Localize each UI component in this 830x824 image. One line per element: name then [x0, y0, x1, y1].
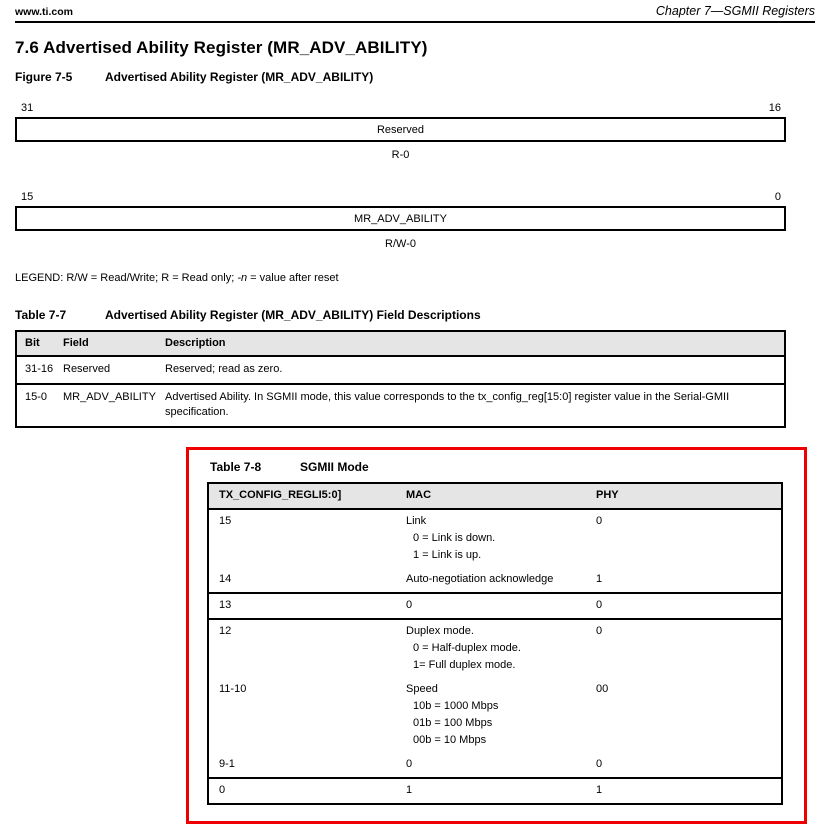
- figure-caption: [15, 70, 815, 84]
- cell-description: Advertised Ability. In SGMII mode, this value corresponds to the tx_config_reg[15:0] register value in the Serial-GMII specification.: [165, 391, 730, 418]
- mac-line: 1 = Link is up.: [413, 549, 482, 561]
- mac-line: Link: [406, 515, 427, 527]
- cell-mac: [406, 510, 596, 568]
- cell-mac: Auto-negotiation acknowledge: [406, 573, 554, 585]
- cell-mac: [406, 678, 596, 753]
- column-header-mac: MAC: [406, 489, 432, 501]
- column-header-phy: PHY: [596, 489, 619, 501]
- legend-text: [15, 272, 815, 284]
- cell-mac: 0: [406, 758, 413, 770]
- cell-mac: 1: [406, 784, 413, 796]
- mac-line: Speed: [406, 683, 438, 695]
- page-header: [15, 0, 815, 23]
- cell-phy: 1: [596, 573, 603, 585]
- access-type-label: R-0: [391, 149, 410, 161]
- table-row-bit14: [209, 568, 781, 594]
- mac-line: 0 = Half-duplex mode.: [413, 642, 521, 654]
- cell-bit: 14: [219, 573, 232, 585]
- cell-phy: 0: [596, 515, 603, 527]
- table-row-bit12: [209, 620, 781, 678]
- legend-n: -n: [237, 272, 248, 284]
- table-row-bit0: [209, 779, 781, 803]
- cell-bit: 15: [219, 515, 232, 527]
- mac-line: 0 = Link is down.: [413, 532, 496, 544]
- mac-line: 00b = 10 Mbps: [413, 734, 487, 746]
- cell-mac: [406, 620, 596, 678]
- figure-title: Advertised Ability Register (MR_ADV_ABILITY): [105, 70, 374, 84]
- column-header-description: Description: [165, 337, 226, 349]
- column-header-bit: Bit: [25, 337, 40, 349]
- figure-label: Figure 7-5: [15, 70, 73, 84]
- table78-caption: [210, 460, 783, 474]
- cell-phy: 00: [596, 683, 609, 695]
- cell-phy: 0: [596, 625, 603, 637]
- field-name: MR_ADV_ABILITY: [354, 212, 447, 225]
- cell-mac: 0: [406, 599, 413, 611]
- cell-phy: 0: [596, 599, 603, 611]
- table77-title: Advertised Ability Register (MR_ADV_ABILITY) Field Descriptions: [105, 308, 481, 322]
- cell-phy: 0: [596, 758, 603, 770]
- mac-line: 10b = 1000 Mbps: [413, 700, 499, 712]
- mac-line: 1= Full duplex mode.: [413, 659, 516, 671]
- table-row-bit11-10: [209, 678, 781, 753]
- cell-bit: 13: [219, 599, 232, 611]
- cell-field: Reserved: [63, 363, 111, 375]
- cell-bit: 11-10: [219, 683, 247, 695]
- mac-line: Duplex mode.: [406, 625, 474, 637]
- column-header-tx-config-reg: TX_CONFIG_REGLI5:0]: [219, 489, 342, 501]
- table-row-bit15: [209, 510, 781, 568]
- cell-field: MR_ADV_ABILITY: [63, 391, 156, 403]
- register-diagram-upper: [15, 102, 786, 161]
- cell-bit: 31-16: [25, 363, 54, 375]
- table78-title: SGMII Mode: [300, 460, 369, 474]
- bit-range-labels: [15, 102, 786, 114]
- table77-caption: [15, 308, 815, 322]
- field-name: Reserved: [376, 123, 425, 136]
- register-field-box: [15, 206, 786, 231]
- msb-label: 15: [21, 191, 34, 203]
- register-diagram-lower: [15, 191, 786, 250]
- table-row: [17, 385, 784, 426]
- cell-phy: 1: [596, 784, 603, 796]
- section-title: 7.6 Advertised Ability Register (MR_ADV_ABILITY): [15, 38, 428, 57]
- cell-description: Reserved; read as zero.: [165, 363, 283, 375]
- red-highlight-box: [186, 447, 807, 824]
- table77-label: Table 7-7: [15, 308, 67, 322]
- lsb-label: 16: [768, 102, 781, 114]
- mac-line: 01b = 100 Mbps: [413, 717, 493, 729]
- access-type-label: R/W-0: [385, 238, 416, 250]
- field-descriptions-table: [15, 330, 786, 428]
- register-field-box: [15, 117, 786, 142]
- lsb-label: 0: [774, 191, 781, 203]
- legend-suffix: = value after reset: [247, 272, 339, 284]
- table-row-bit13: [209, 594, 781, 620]
- cell-bit: 9-1: [219, 758, 235, 770]
- table-row-bit9-1: [209, 753, 781, 779]
- cell-bit: 12: [219, 625, 232, 637]
- table-header-row: [17, 332, 784, 357]
- cell-bit: 15-0: [25, 391, 48, 403]
- sgmii-mode-table: [207, 482, 783, 805]
- table-header-row: [209, 484, 781, 510]
- chapter-title: Chapter 7—SGMII Registers: [655, 4, 815, 18]
- msb-label: 31: [21, 102, 34, 114]
- column-header-field: Field: [63, 337, 89, 349]
- table-row: [17, 357, 784, 385]
- bit-range-labels: [15, 191, 786, 203]
- cell-bit: 0: [219, 784, 226, 796]
- table78-label: Table 7-8: [210, 460, 262, 474]
- site-url: www.ti.com: [15, 6, 73, 18]
- legend-prefix: LEGEND: R/W = Read/Write; R = Read only;: [15, 272, 238, 284]
